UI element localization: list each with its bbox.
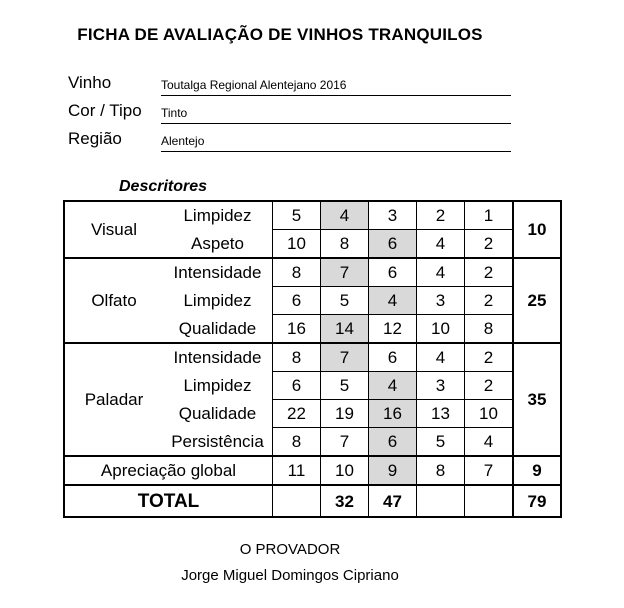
score-cell[interactable]: 6 xyxy=(369,258,417,287)
score-cell[interactable]: 8 xyxy=(273,258,321,287)
provador-name: Jorge Miguel Domingos Cipriano xyxy=(181,567,399,584)
score-cell[interactable]: 7 xyxy=(465,456,514,485)
column-total-cell xyxy=(465,485,514,517)
score-cell[interactable]: 8 xyxy=(321,230,369,259)
descriptor-label: Qualidade xyxy=(178,318,257,338)
score-cell[interactable]: 1 xyxy=(465,201,514,230)
category-paladar: Paladar xyxy=(64,343,163,456)
score-cell[interactable]: 6 xyxy=(369,343,417,372)
evaluation-table xyxy=(63,200,562,518)
page-title: FICHA DE AVALIAÇÃO DE VINHOS TRANQUILOS xyxy=(77,25,483,44)
category-visual: Visual xyxy=(64,201,163,258)
score-cell[interactable]: 8 xyxy=(273,428,321,457)
descriptor-label: Limpidez xyxy=(183,291,252,310)
score-cell[interactable]: 3 xyxy=(417,372,465,400)
score-cell[interactable]: 2 xyxy=(465,287,514,315)
table-row xyxy=(64,201,561,230)
score-cell[interactable]: 10 xyxy=(273,230,321,259)
score-cell[interactable]: 8 xyxy=(417,456,465,485)
score-cell[interactable]: 7 xyxy=(321,428,369,457)
descriptor-label: Limpidez xyxy=(183,376,252,395)
score-cell[interactable]: 10 xyxy=(417,315,465,344)
regiao-label: Região xyxy=(68,129,122,148)
section-total-paladar: 35 xyxy=(513,343,561,456)
table-row xyxy=(64,456,561,485)
column-total-cell: 32 xyxy=(321,485,369,517)
score-cell[interactable]: 4 xyxy=(369,287,417,315)
descritores-heading: Descritores xyxy=(119,178,208,195)
score-cell[interactable]: 9 xyxy=(369,456,417,485)
score-cell[interactable]: 4 xyxy=(465,428,514,457)
score-cell[interactable]: 6 xyxy=(273,287,321,315)
score-cell[interactable]: 13 xyxy=(417,400,465,428)
score-cell[interactable]: 8 xyxy=(273,343,321,372)
score-cell[interactable]: 2 xyxy=(417,201,465,230)
total-label: TOTAL xyxy=(64,485,273,517)
score-cell[interactable]: 22 xyxy=(273,400,321,428)
score-cell[interactable]: 8 xyxy=(465,315,514,344)
column-total-cell xyxy=(273,485,321,517)
score-cell[interactable]: 5 xyxy=(321,287,369,315)
score-cell[interactable]: 5 xyxy=(273,201,321,230)
score-cell[interactable]: 4 xyxy=(417,343,465,372)
column-total-cell xyxy=(417,485,465,517)
score-cell[interactable]: 10 xyxy=(465,400,514,428)
score-cell[interactable]: 19 xyxy=(321,400,369,428)
score-cell[interactable]: 3 xyxy=(369,201,417,230)
score-cell[interactable]: 2 xyxy=(465,372,514,400)
grand-total: 79 xyxy=(513,485,561,517)
score-cell[interactable]: 3 xyxy=(417,287,465,315)
descriptor-label: Intensidade xyxy=(163,258,273,287)
descriptor-label: Qualidade xyxy=(178,404,257,423)
descriptor-label: Aspeto xyxy=(191,233,244,253)
score-cell[interactable]: 2 xyxy=(465,343,514,372)
section-total-olfato: 25 xyxy=(513,258,561,343)
score-cell[interactable]: 4 xyxy=(417,258,465,287)
score-cell[interactable]: 10 xyxy=(321,456,369,485)
vinho-label: Vinho xyxy=(68,73,112,92)
score-cell[interactable]: 11 xyxy=(273,456,321,485)
score-cell[interactable]: 7 xyxy=(321,343,369,372)
cor-tipo-label: Cor / Tipo xyxy=(68,101,142,120)
score-cell[interactable]: 16 xyxy=(273,315,321,344)
vinho-field[interactable]: Toutalga Regional Alentejano 2016 xyxy=(161,77,511,96)
score-cell[interactable]: 4 xyxy=(369,372,417,400)
category-olfato: Olfato xyxy=(64,258,163,343)
score-cell[interactable]: 5 xyxy=(321,372,369,400)
score-cell[interactable]: 14 xyxy=(321,315,369,344)
score-cell[interactable]: 2 xyxy=(465,258,514,287)
score-cell[interactable]: 6 xyxy=(273,372,321,400)
table-row xyxy=(64,258,561,287)
score-cell[interactable]: 16 xyxy=(369,400,417,428)
score-cell[interactable]: 5 xyxy=(417,428,465,457)
column-total-cell: 47 xyxy=(369,485,417,517)
score-cell[interactable]: 4 xyxy=(417,230,465,259)
table-row xyxy=(64,485,561,517)
regiao-field[interactable]: Alentejo xyxy=(161,133,511,152)
section-total-apreciacao: 9 xyxy=(513,456,561,485)
score-cell[interactable]: 12 xyxy=(369,315,417,344)
score-cell[interactable]: 2 xyxy=(465,230,514,259)
descriptor-label: Persistência xyxy=(171,431,264,451)
descriptor-label: Limpidez xyxy=(163,201,273,230)
descriptor-label: Intensidade xyxy=(163,343,273,372)
score-cell[interactable]: 6 xyxy=(369,230,417,259)
cor-tipo-field[interactable]: Tinto xyxy=(161,105,511,124)
score-cell[interactable]: 6 xyxy=(369,428,417,457)
score-cell[interactable]: 7 xyxy=(321,258,369,287)
table-row xyxy=(64,343,561,372)
provador-label: O PROVADOR xyxy=(239,541,341,558)
score-cell[interactable]: 4 xyxy=(321,201,369,230)
apreciacao-label: Apreciação global xyxy=(64,456,273,485)
section-total-visual: 10 xyxy=(513,201,561,258)
